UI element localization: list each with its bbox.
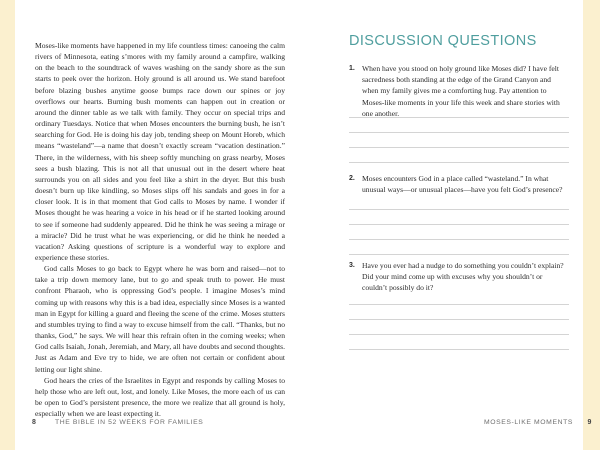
question-text: Moses encounters God in a place called “wasteland.” In what unusual ways—or unusual places—have you felt God’s presence? (362, 174, 563, 195)
question-number: 2. (349, 175, 355, 182)
answer-line (349, 209, 569, 210)
answer-line (349, 239, 569, 240)
body-text (35, 40, 285, 419)
left-page (15, 0, 299, 450)
question-item (349, 173, 564, 195)
body-paragraph: Moses-like moments have happened in my life countless times: canoeing the calm rivers of Minnesota, eating s’mores with my family around a campfire, walking on the beach to the soundtrack of waves washing on the sandy shore as the sun starts to peek over the horizon. Holy ground is all around us. We stand barefoot before blazing bushes anytime goose bumps race down our spines or joy overflows our hearts. Burning bush moments can happen out in creation or around the dinner table as we talk with family. They occur on special trips and ordinary Tuesdays. Notice that when Moses encounters the burning bush, he isn’t searching for God. He is doing his day job, tending sheep on Mount Horeb, which means “wasteland”—a name that doesn’t exactly scream “vacation destination.” There, in the wilderness, with his sheep softly munching on grass nearby, Moses sees a bush blazing. This is not all that unusual out in the desert where heat surrounds you on all sides and you feel like a shirt in the dryer. But this bush doesn’t burn up like kindling, so Moses slips off his sandals and goes in for a closer look. It is in that moment that God calls to Moses by name. I wonder if Moses thought he was hearing a voice in his head or if he started looking around to see if someone had suddenly appeared. Did he think he was seeing a mirage or a miracle? Did he trust what he was experiencing, or did he think he needed a vacation? Asking questions of scripture is a wonderful way to explore and experience these stories. (35, 41, 285, 262)
question-item (349, 260, 564, 294)
question-item (349, 63, 564, 119)
answer-line (349, 304, 569, 305)
discussion-questions-title: DISCUSSION QUESTIONS (349, 33, 537, 49)
answer-line (349, 254, 569, 255)
book-spread (15, 0, 592, 450)
answer-line (349, 117, 569, 118)
question-number: 3. (349, 262, 355, 269)
running-head: MOSES-LIKE MOMENTS (484, 419, 573, 426)
question-number: 1. (349, 65, 355, 72)
running-head: THE BIBLE IN 52 WEEKS FOR FAMILIES (55, 419, 204, 426)
question-text: When have you stood on holy ground like Moses did? I have felt sacredness both standing at the edge of the Grand Canyon and when my family gives me a comforting hug. Pay attention to Moses-like moments in your life this week and share stories with one another. (362, 64, 560, 118)
page-number: 8 (32, 419, 37, 426)
question-text: Have you ever had a nudge to do something you couldn’t explain? Did your mind come up with excuses why you shouldn’t or couldn’t possibly do it? (362, 261, 564, 293)
answer-line (349, 319, 569, 320)
body-paragraph: God calls Moses to go back to Egypt where he was born and raised—not to take a trip down memory lane, but to go and speak truth to power. He must confront Pharaoh, who is oppressing God’s people. I imagine Moses’s mind coming up with reasons why this is a bad idea, especially since Moses is a wanted man in Egypt for killing a guard and fleeing the scene of the crime. Moses stutters and stumbles trying to find a way to excuse himself from the call. “Thanks, but no thanks, God,” he says. We will hear this refrain often in the coming weeks; when God calls Isaiah, Jonah, Jeremiah, and Mary, all have doubts and second thoughts. Just as Adam and Eve try to hide, we are often not certain or confident about letting our light shine. (35, 264, 285, 374)
left-footer (32, 419, 203, 426)
right-footer (484, 419, 592, 426)
answer-line (349, 147, 569, 148)
answer-line (349, 162, 569, 163)
answer-line (349, 334, 569, 335)
right-page (299, 0, 592, 450)
body-paragraph: God hears the cries of the Israelites in Egypt and responds by calling Moses to help those who are left out, lost, and lonely. Like Moses, the more each of us can be open to God’s persistent presence, the more we realize that all ground is holy, especially when we are least expecting it. (35, 375, 285, 419)
page-number: 9 (587, 419, 592, 426)
answer-line (349, 132, 569, 133)
answer-line (349, 224, 569, 225)
answer-line (349, 349, 569, 350)
